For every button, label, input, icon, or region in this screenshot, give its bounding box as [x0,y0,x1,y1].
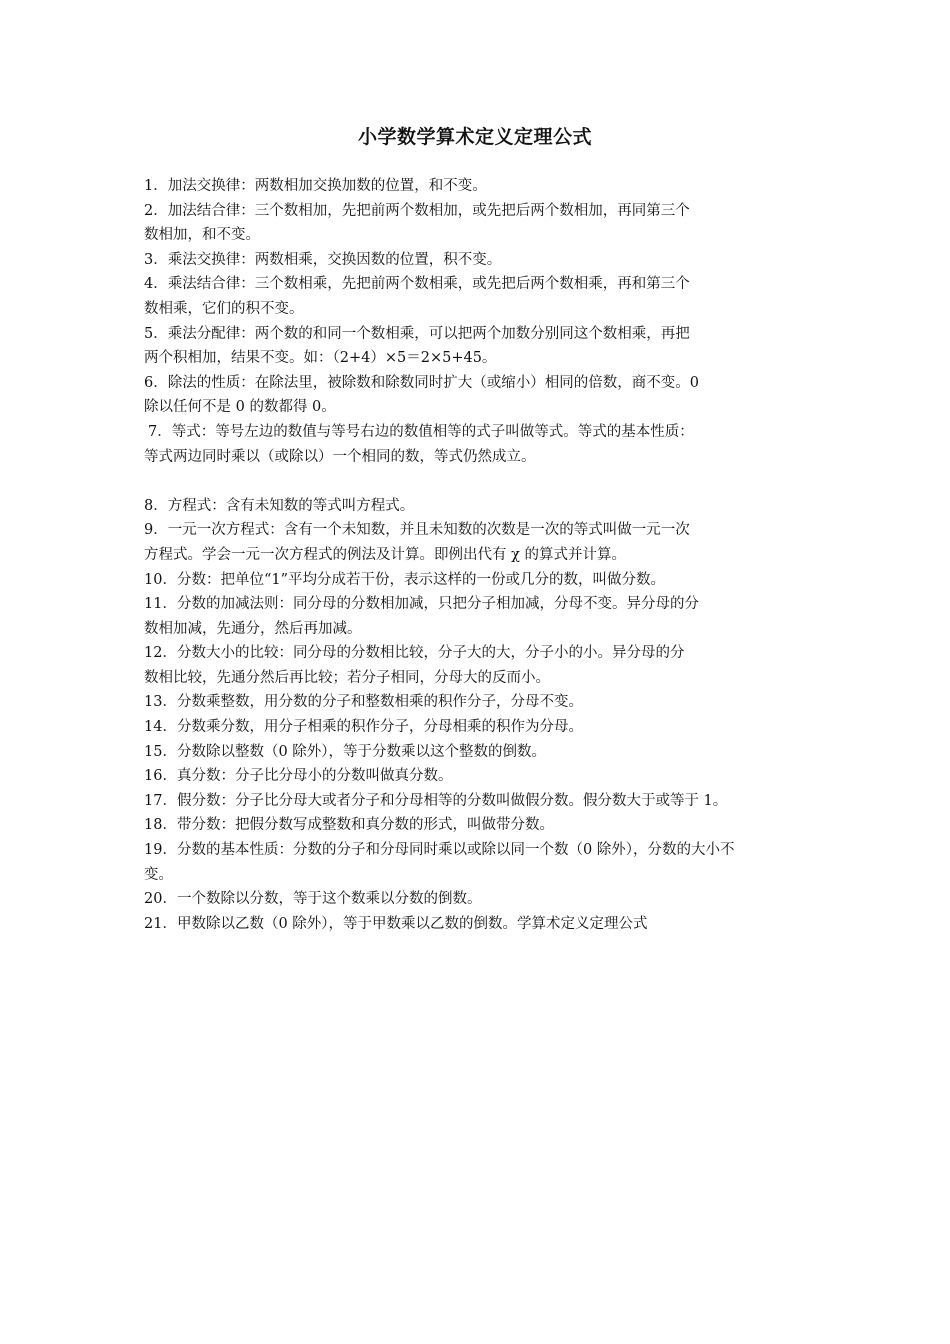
text-line: 21．甲数除以乙数（0 除外），等于甲数乘以乙数的倒数。学算术定义定理公式 [144,915,648,932]
text-line: 10．分数：把单位“1”平均分成若干份，表示这样的一份或几分的数，叫做分数。 [144,571,665,588]
text-line: 19．分数的基本性质：分数的分子和分母同时乘以或除以同一个数（0 除外），分数的大小不 [144,842,735,859]
text-line: 数相比较，先通分然后再比较；若分子相同，分母大的反而小。 [144,669,550,686]
text-line: 1．加法交换律：两数相加交换加数的位置，和不变。 [144,178,487,194]
text-line: 9．一元一次方程式：含有一个未知数，并且未知数的次数是一次的等式叫做一元一次 [144,522,690,539]
text-line: 11．分数的加减法则：同分母的分数相加减，只把分子相加减，分母不变。异分母的分 [144,596,699,613]
text-line: 等式两边同时乘以（或除以）一个相同的数，等式仍然成立。 [144,448,536,465]
text-line: 方程式。学会一元一次方程式的例法及计算。即例出代有 χ 的算式并计算。 [144,546,627,563]
text-line: 17．假分数：分子比分母大或者分子和分母相等的分数叫做假分数。假分数大于或等于 1。 [144,792,728,809]
text-line: 2．加法结合律：三个数相加，先把前两个数相加，或先把后两个数相加，再同第三个 [144,202,690,219]
text-line: 变。 [144,866,173,883]
text-line: 14．分数乘分数，用分子相乘的积作分子，分母相乘的积作为分母。 [144,719,583,736]
blank-line [144,469,814,494]
text-line: 数相加，和不变。 [144,227,260,244]
text-line: 3．乘法交换律：两数相乘，交换因数的位置，积不变。 [144,251,502,268]
document-body [144,174,814,936]
text-line: 两个积相加，结果不变。如：（2+4）×5＝2×5+45。 [144,350,497,367]
text-line: 20．一个数除以分数，等于这个数乘以分数的倒数。 [144,891,482,908]
text-line: 7．等式：等号左边的数值与等号右边的数值相等的式子叫做等式。等式的基本性质： [148,423,694,440]
text-line: 16．真分数：分子比分母小的分数叫做真分数。 [144,768,453,785]
text-line: 13．分数乘整数，用分数的分子和整数相乘的积作分子，分母不变。 [144,694,583,711]
text-line: 12．分数大小的比较：同分母的分数相比较，分子大的大，分子小的小。异分母的分 [144,645,685,662]
document-title: 小学数学算术定义定理公式 [357,126,592,148]
text-line: 15．分数除以整数（0 除外），等于分数乘以这个整数的倒数。 [144,743,547,760]
text-line: 5．乘法分配律：两个数的和同一个数相乘，可以把两个加数分别同这个数相乘，再把 [144,325,690,342]
text-line: 18．带分数：把假分数写成整数和真分数的形式，叫做带分数。 [144,817,554,834]
text-line: 除以任何不是 0 的数都得 0。 [144,399,336,416]
text-line: 8．方程式：含有未知数的等式叫方程式。 [144,497,415,514]
text-line: 数相乘，它们的积不变。 [144,300,304,317]
text-line: 6．除法的性质：在除法里，被除数和除数同时扩大（或缩小）相同的倍数，商不变。0 [144,374,699,391]
text-line: 数相加减，先通分，然后再加减。 [144,620,362,637]
text-line: 4．乘法结合律：三个数相乘，先把前两个数相乘，或先把后两个数相乘，再和第三个 [144,276,690,293]
